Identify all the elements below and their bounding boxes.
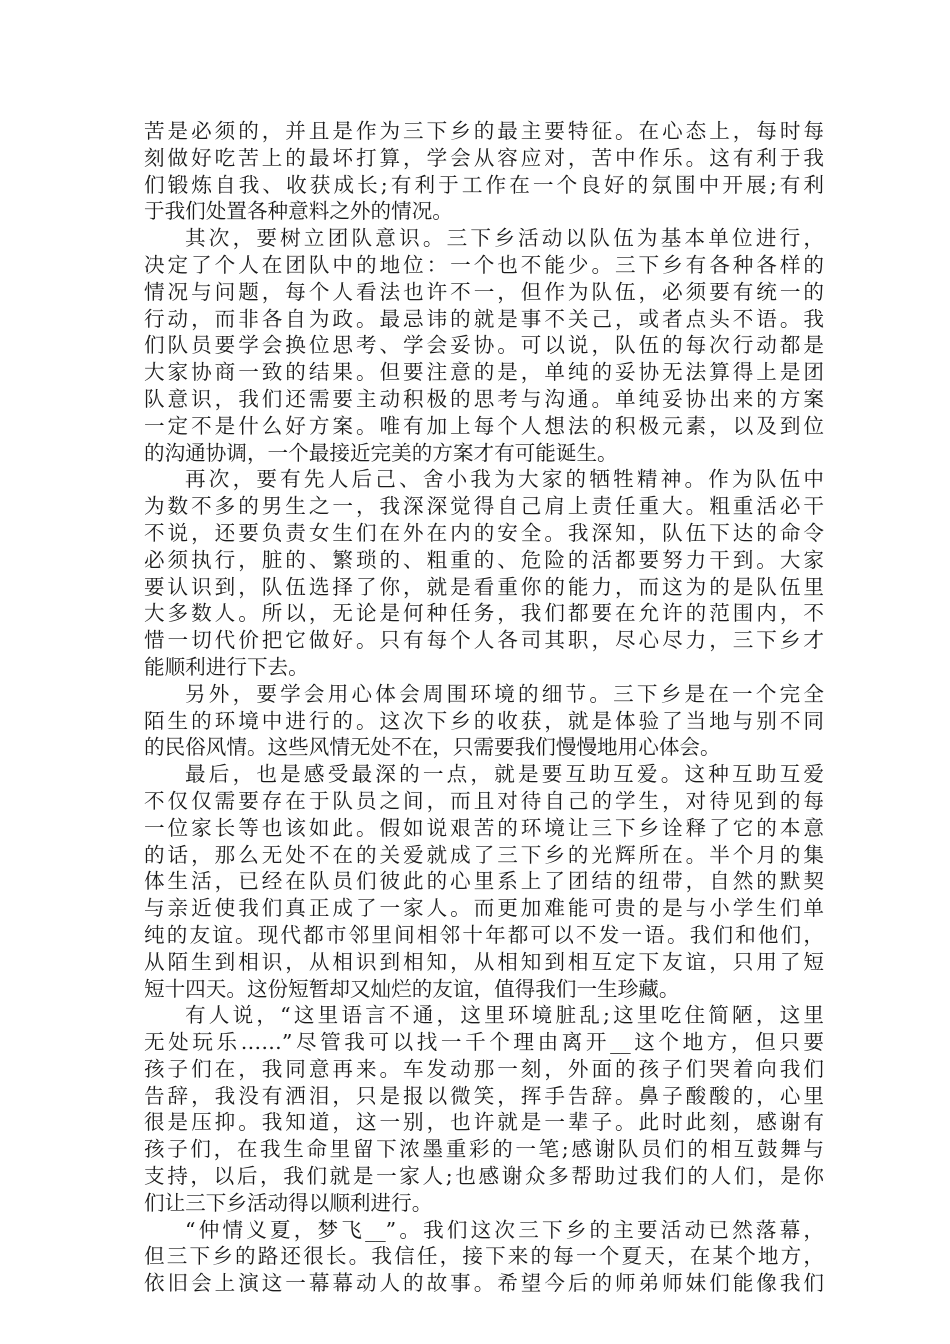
paragraph (144, 1002, 824, 1216)
text-line: 与亲近使我们真正成了一家人。而更加难能可贵的是与小学生们单 (144, 896, 824, 921)
text-line: 不仅仅需要存在于队员之间，而且对待自己的学生，对待见到的每 (144, 788, 824, 813)
text-line: 纯的友谊。现代都市邻里间相邻十年都可以不发一语。我们和他们， (144, 922, 824, 947)
text-line: 决定了个人在团队中的地位：一个也不能少。三下乡有各种各样的 (144, 252, 824, 277)
text-line: 一位家长等也该如此。假如说艰苦的环境让三下乡诠释了它的本意 (144, 815, 824, 840)
document-page (144, 118, 824, 1297)
text-line: 但三下乡的路还很长。我信任，接下来的每一个夏天，在某个地方， (144, 1244, 824, 1269)
text-line: 陌生的环境中进行的。这次下乡的收获，就是体验了当地与别不同 (144, 708, 824, 733)
text-line: 再次，要有先人后己、舍小我为大家的牺牲精神。作为队伍中 (185, 467, 824, 492)
text-line: 的沟通协调，一个最接近完美的方案才有可能诞生。 (144, 440, 618, 465)
text-line: 短十四天。这份短暂却又灿烂的友谊，值得我们一生珍藏。 (144, 976, 680, 1001)
text-line: 为数不多的男生之一，我深深觉得自己肩上责任重大。粗重活必干 (144, 494, 824, 519)
text-line: 惜一切代价把它做好。只有每个人各司其职，尽心尽力，三下乡才 (144, 628, 824, 653)
text-line: 行动，而非各自为政。最忌讳的就是事不关己，或者点头不语。我 (144, 306, 824, 331)
paragraph (144, 466, 824, 680)
text-line: 们让三下乡活动得以顺利进行。 (144, 1190, 433, 1215)
text-line: 的话，那么无处不在的关爱就成了三下乡的光辉所在。半个月的集 (144, 842, 824, 867)
text-line: 的民俗风情。这些风情无处不在，只需要我们慢慢地用心体会。 (144, 735, 721, 760)
text-line: 支持，以后，我们就是一家人;也感谢众多帮助过我们的人们，是你 (144, 1164, 824, 1189)
text-line: 刻做好吃苦上的最坏打算，学会从容应对，苦中作乐。这有利于我 (144, 145, 824, 170)
text-line: 另外，要学会用心体会周围环境的细节。三下乡是在一个完全 (185, 681, 824, 706)
text-line: 很是压抑。我知道，这一别，也许就是一辈子。此时此刻，感谢有 (144, 1110, 824, 1135)
text-line: 告辞，我没有洒泪，只是报以微笑，挥手告辞。鼻子酸酸的，心里 (144, 1083, 824, 1108)
text-line: 其次，要树立团队意识。三下乡活动以队伍为基本单位进行， (185, 226, 824, 251)
text-line: 有人说，“这里语言不通，这里环境脏乱;这里吃住简陋，这里 (185, 1003, 824, 1028)
text-line: 一定不是什么好方案。唯有加上每个人想法的积极元素，以及到位 (144, 413, 824, 438)
paragraph (144, 225, 824, 466)
text-line: 最后，也是感受最深的一点，就是要互助互爱。这种互助互爱 (185, 762, 824, 787)
text-line: 要认识到，队伍选择了你，就是看重你的能力，而这为的是队伍里 (144, 574, 824, 599)
text-line: 大家协商一致的结果。但要注意的是，单纯的妥协无法算得上是团 (144, 360, 824, 385)
text-line: 依旧会上演这一幕幕动人的故事。希望今后的师弟师妹们能像我们 (144, 1271, 824, 1296)
text-line: 们队员要学会换位思考、学会妥协。可以说，队伍的每次行动都是 (144, 333, 824, 358)
text-line: 苦是必须的，并且是作为三下乡的最主要特征。在心态上，每时每 (144, 119, 824, 143)
text-line: 于我们处置各种意料之外的情况。 (144, 199, 453, 224)
text-line: 能顺利进行下去。 (144, 654, 309, 679)
text-line: 孩子们，在我生命里留下浓墨重彩的一笔;感谢队员们的相互鼓舞与 (144, 1137, 824, 1162)
paragraph (144, 761, 824, 1002)
text-line: 情况与问题，每个人看法也许不一，但作为队伍，必须要有统一的 (144, 279, 824, 304)
paragraph (144, 1217, 824, 1297)
text-line: 们锻炼自我、收获成长;有利于工作在一个良好的氛围中开展;有利 (144, 172, 824, 197)
text-line: 队意识，我们还需要主动积极的思考与沟通。单纯妥协出来的方案 (144, 386, 824, 411)
text-line: 无处玩乐……”尽管我可以找一千个理由离开__这个地方，但只要 (144, 1030, 824, 1055)
text-line: 大多数人。所以，无论是何种任务，我们都要在允许的范围内，不 (144, 601, 824, 626)
text-line: 体生活，已经在队员们彼此的心里系上了团结的纽带，自然的默契 (144, 869, 824, 894)
paragraph (144, 118, 824, 225)
paragraph (144, 681, 824, 761)
text-line: 必须执行，脏的、繁琐的、粗重的、危险的活都要努力干到。大家 (144, 547, 824, 572)
text-line: 从陌生到相识，从相识到相知，从相知到相互定下友谊，只用了短 (144, 949, 824, 974)
text-line: “仲情义夏，梦飞__”。我们这次三下乡的主要活动已然落幕， (185, 1217, 824, 1242)
text-line: 孩子们在，我同意再来。车发动那一刻，外面的孩子们哭着向我们 (144, 1056, 824, 1081)
text-line: 不说，还要负责女生们在外在内的安全。我深知，队伍下达的命令 (144, 520, 824, 545)
